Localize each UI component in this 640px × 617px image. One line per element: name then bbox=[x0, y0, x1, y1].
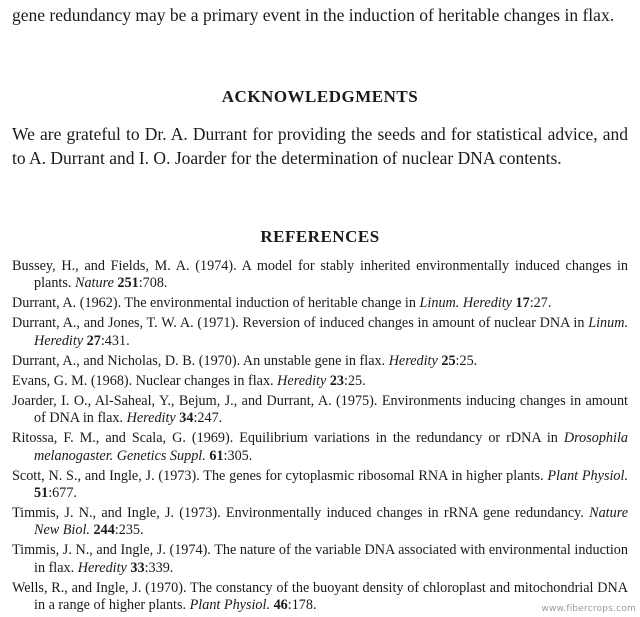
acknowledgments-text: We are grateful to Dr. A. Durrant for providing the seeds and for statistical advice, and to A. Durrant and I. O. Joarder for the determination of nuclear DNA contents. bbox=[12, 124, 628, 168]
reference-item: Timmis, J. N., and Ingle, J. (1974). The nature of the variable DNA associated with environmental induction in flax. Heredity 33:339. bbox=[12, 542, 628, 576]
reference-item: Bussey, H., and Fields, M. A. (1974). A model for stably inherited environmentally induced changes in plants. Nature 251:708. bbox=[12, 258, 628, 292]
reference-item: Evans, G. M. (1968). Nuclear changes in flax. Heredity 23:25. bbox=[12, 372, 366, 389]
reference-item: Durrant, A., and Nicholas, D. B. (1970). An unstable gene in flax. Heredity 25:25. bbox=[12, 352, 478, 369]
reference-item: Timmis, J. N., and Ingle, J. (1973). Environmentally induced changes in rRNA gene redundancy. Nature New Biol. 244:235. bbox=[12, 505, 628, 539]
watermark: www.fibercrops.com bbox=[541, 604, 636, 614]
reference-item: Durrant, A., and Jones, T. W. A. (1971). Reversion of induced changes in amount of nuclear DNA in Linum. Heredity 27:431. bbox=[12, 315, 628, 349]
intro-paragraph: gene redundancy may be a primary event in the induction of heritable changes in flax. bbox=[12, 5, 615, 25]
reference-item: Joarder, I. O., Al-Saheal, Y., Bejum, J., and Durrant, A. (1975). Environments inducing changes in amount of DNA in flax. Heredity 34:247. bbox=[12, 392, 628, 427]
reference-list bbox=[12, 258, 628, 617]
reference-item: Durrant, A. (1962). The environmental induction of heritable change in Linum. Heredity 17:27. bbox=[12, 295, 552, 312]
acknowledgments-heading: ACKNOWLEDGMENTS bbox=[221, 87, 419, 106]
references-heading: REFERENCES bbox=[260, 227, 380, 246]
reference-item: Wells, R., and Ingle, J. (1970). The constancy of the buoyant density of chloroplast and mitochondrial DNA in a range of higher plants. Plant Physiol. 46:178. bbox=[12, 579, 628, 614]
reference-item: Ritossa, F. M., and Scala, G. (1969). Equilibrium variations in the redundancy or rDNA in Drosophila melanogaster. Genetics Suppl. 61:305. bbox=[12, 430, 628, 464]
reference-item: Scott, N. S., and Ingle, J. (1973). The genes for cytoplasmic ribosomal RNA in higher plants. Plant Physiol. 51:677. bbox=[12, 467, 628, 502]
